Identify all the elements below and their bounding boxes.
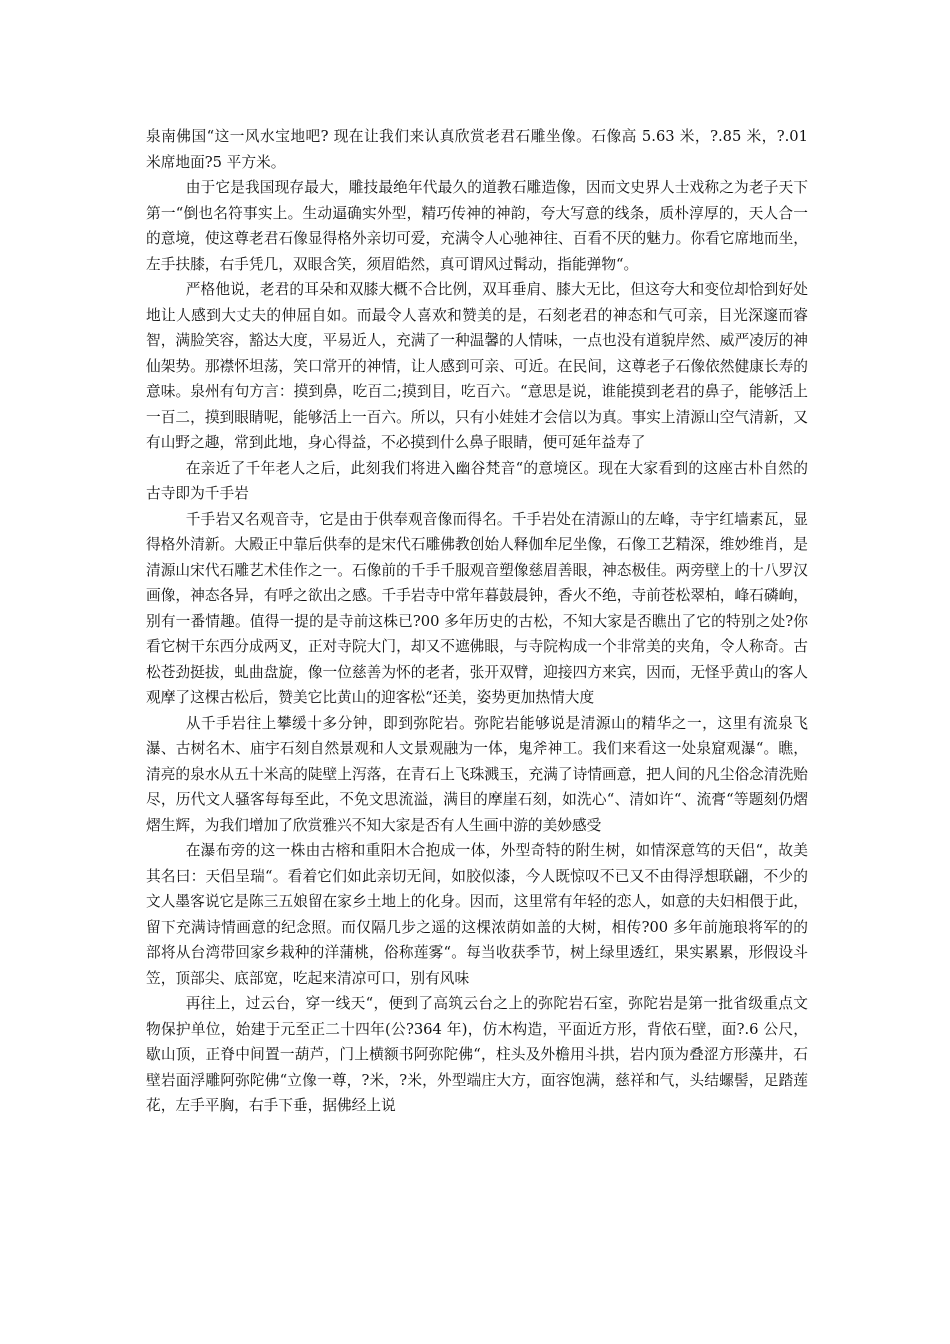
paragraph-mituoyan-waterfall: 从千手岩往上攀缓十多分钟，即到弥陀岩。弥陀岩能够说是清源山的精华之一，这里有流泉飞瀑、古树名木、庙宇石刻自然景观和人文景观融为一体，鬼斧神工。我们来看这一处泉窟观瀑“。瞧，清亮的泉水从五十米高的陡壁上泻落，在青石上飞珠溅玉，充满了诗情画意，把人间的凡尘俗念清洗贻尽，历代文人骚客每每至此，不免文思流溢，满目的摩崖石刻，如洗心“、清如许“、流膏“等题刻仍熠熠生辉，为我们增加了欣赏雅兴不知大家是否有人生画中游的美妙感受 xyxy=(146,714,808,834)
paragraph-youguo-fanyin: 在亲近了千年老人之后，此刻我们将进入幽谷梵音“的意境区。现在大家看到的这座古朴自然的古寺即为千手岩 xyxy=(146,459,808,502)
document-body xyxy=(146,124,808,1119)
paragraph-laojun-history: 由于它是我国现存最大，雕技最绝年代最久的道教石雕造像，因而文史界人士戏称之为老子天下第一“倒也名符事实上。生动逼确实外型，精巧传神的神韵，夸大写意的线条，质朴淳厚的，天人合一的意境，使这尊老君石像显得格外亲切可爱，充满令人心驰神往、百看不厌的魅力。你看它席地而坐，左手扶膝，右手凭几，双眼含笑，须眉皓然，真可谓风过髯动，指能弹物“。 xyxy=(146,179,808,273)
paragraph-mituoyan-stone-room: 再往上，过云台，穿一线天“，便到了高筑云台之上的弥陀岩石室，弥陀岩是第一批省级重点文物保护单位，始建于元至正二十四年(公?364 年)，仿木构造，平面近方形，背依石壁，面?.6 公尺，歇山顶，正脊中间置一葫芦，门上横额书阿弥陀佛“，柱头及外檐用斗拱，岩内顶为叠涩方形藻井，石壁岩面浮雕阿弥陀佛“立像一尊，?米，?米，外型端庄大方，面容饱满，慈祥和气，头结螺髻，足踏莲花，左手平胸，右手下垂，据佛经上说 xyxy=(146,995,808,1114)
paragraph-laojun-intro: 泉南佛国“这一风水宝地吧? 现在让我们来认真欣赏老君石雕坐像。石像高 5.63 米，?.85 米，?.01 米席地面?5 平方米。 xyxy=(146,128,808,171)
paragraph-tianlü-tree: 在瀑布旁的这一株由古榕和重阳木合抱成一体，外型奇特的附生树，如情深意笃的天侣“，故美其名曰：天侣呈瑞“。看着它们如此亲切无间，如胶似漆，今人既惊叹不已又不由得浮想联翩，不少的文人墨客说它是陈三五娘留在家乡土地上的化身。因而，这里常有年轻的恋人，如意的夫妇相偎于此，留下充满诗情画意的纪念照。而仅隔几步之遥的这棵浓荫如盖的大树，相传?00 多年前施琅将军的的部将从台湾带回家乡栽种的洋蒲桃，俗称莲雾“。每当收获季节，树上绿里透红，果实累累，形假设斗笠，顶部尖、底部宽，吃起来清凉可口，别有风味 xyxy=(146,842,808,987)
paragraph-laojun-proportions: 严格他说，老君的耳朵和双膝大概不合比例，双耳垂肩、膝大无比，但这夸大和变位却恰到好处地让人感到大丈夫的伸屈自如。而最令人喜欢和赞美的是，石刻老君的神态和气可亲，目光深邃而睿智，满脸笑容，豁达大度，平易近人，充满了一种温馨的人情味，一点也没有道貌岸然、威严凌厉的神仙架势。那襟怀坦荡，笑口常开的神情，让人感到可亲、可近。在民间，这尊老子石像依然健康长寿的意味。泉州有句方言：摸到鼻，吃百二;摸到目，吃百六。“意思是说，谁能摸到老君的鼻子，能够活上一百二，摸到眼睛呢，能够活上一百六。所以，只有小娃娃才会信以为真。事实上清源山空气清新，又有山野之趣，常到此地，身心得益，不必摸到什么鼻子眼睛，便可延年益寿了 xyxy=(146,281,808,451)
paragraph-qianshouyan: 千手岩又名观音寺，它是由于供奉观音像而得名。千手岩处在清源山的左峰，寺宇红墙素瓦，显得格外清新。大殿正中靠后供奉的是宋代石雕佛教创始人释伽牟尼坐像，石像工艺精深，维妙维肖，是清源山宋代石雕艺术佳作之一。石像前的千手千服观音塑像慈眉善眼，神态极佳。两旁壁上的十八罗汉画像，神态各异，有呼之欲出之感。千手岩寺中常年暮鼓晨钟，香火不绝，寺前苍松翠柏，峰石磷峋，别有一番情趣。值得一提的是寺前这株已?00 多年历史的古松，不知大家是否瞧出了它的特别之处?你看它树干东西分成两叉，正对寺院大门，却又不遮佛眼，与寺院构成一个非常美的夹角，令人称奇。古松苍劲挺拔，虬曲盘旋，像一位慈善为怀的老者，张开双臂，迎接四方来宾，因而，无怪乎黄山的客人观摩了这棵古松后，赞美它比黄山的迎客松“还美，姿势更加热情大度 xyxy=(146,510,808,706)
